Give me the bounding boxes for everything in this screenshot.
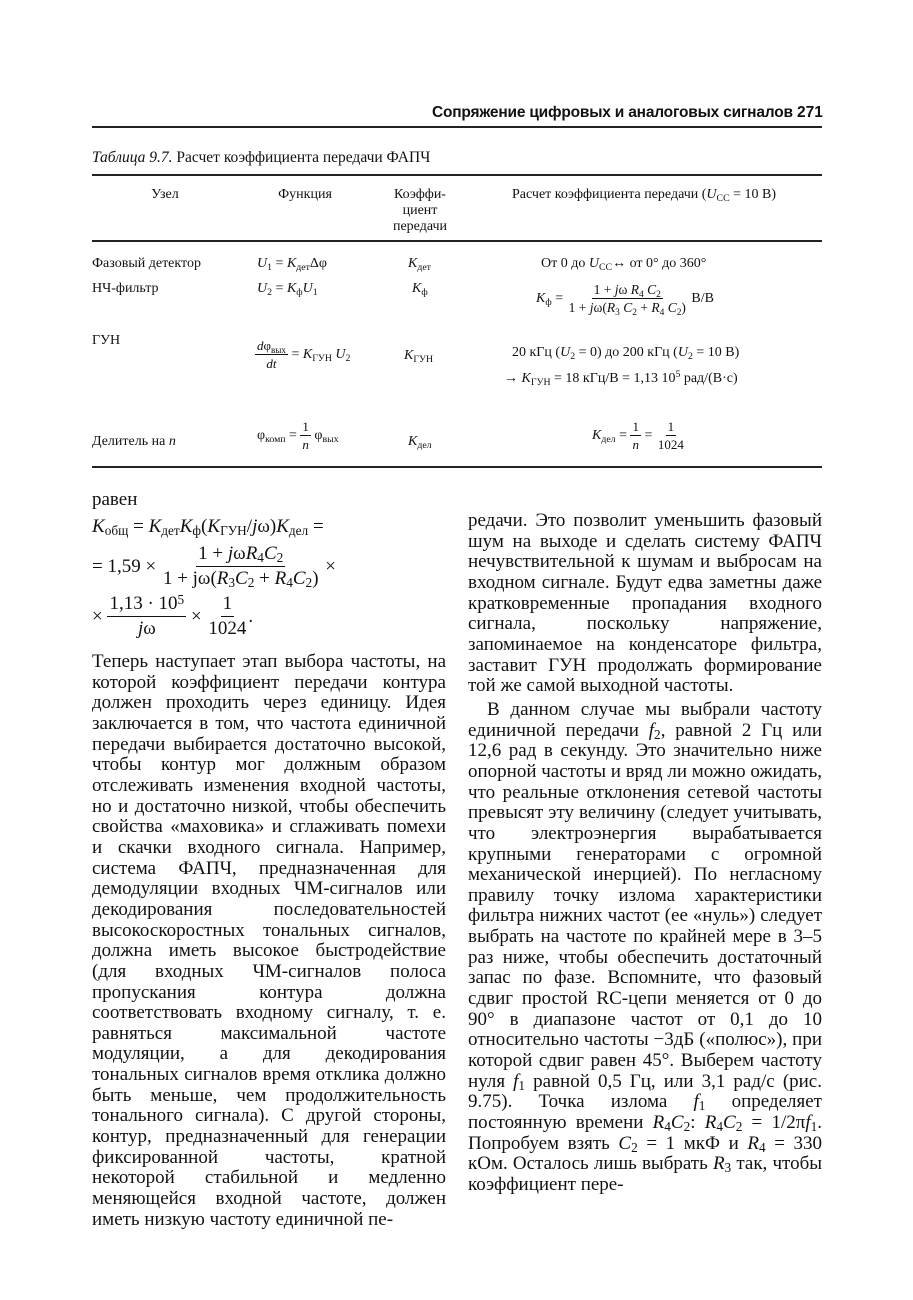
col-header-coefficient: Коэффи- циент передачи — [392, 187, 448, 234]
equation-line3: × $\frac{1,13 \cdot 10^5}{j\omega}$ × $\frac{1}{1024}$ . — [92, 592, 254, 639]
row-calc-vco-line2: → $K_{ГУН} = 18$ кГц/В = 1,13 $10^5$ рад/(В·с) — [504, 369, 738, 388]
right-paragraph-1: редачи. Это позволит уменьшить фазовый шум на выходе и сделать систему ФАПЧ нечувствительной к шумам и выбросам на входном сигнале. Будут едва заметны даже кратковременные пропадания входного сигнала, поскольку напряжение, запоминаемое на конденсаторе фильтра, заставит ГУН продолжать формирование той же самой выходной частоты. — [468, 510, 822, 697]
row-coef-lp-filter: $K_ф$ — [412, 281, 428, 298]
equation-line1: $K_{общ} = K_{дет}K_ф(K_{ГУН}/j\omega)K_{дел}$ = — [92, 516, 324, 538]
right-column — [468, 511, 822, 1196]
row-calc-phase-detector: От 0 до $U_{CC}\leftrightarrow$ от 0° до 360° — [541, 256, 707, 273]
col-header-function: Функция — [278, 187, 332, 202]
row-node-phase-detector: Фазовый детектор — [92, 256, 201, 271]
table-bottom-rule — [92, 466, 822, 468]
table-top-rule — [92, 174, 822, 176]
running-header-title: Сопряжение цифровых и аналоговых сигналов — [432, 104, 793, 121]
equation-line2: = 1,59 × $\frac{1 + j\omega R_4C_2}{1 + j\omega(R_3C_2 + R_4C_2)}$ × — [92, 543, 336, 590]
row-function-vco: $\frac{d\varphi_{вых}}{dt}$ = $K_{ГУН}$ $U_2$ — [257, 338, 351, 371]
row-calc-vco-line1: 20 кГц $(U_2 = 0)$ до 200 кГц ($U_2 = 10$ В) — [512, 345, 740, 362]
row-node-lp-filter: НЧ-фильтр — [92, 281, 159, 296]
row-function-phase-detector: $U_1 = K_{дет}\Delta\varphi$ — [257, 256, 327, 273]
row-calc-divider: $K_{дел}$ = $\frac{1}{n}$ = $\frac{1}{1024}$ — [592, 419, 684, 452]
left-intro: равен — [92, 489, 138, 510]
row-function-lp-filter: $U_2 = K_фU_1$ — [257, 281, 318, 298]
row-node-divider: Делитель на n — [92, 434, 176, 449]
right-paragraph-2: В данном случае мы выбрали частоту единичной передачи $f_2$, равной 2 Гц или 12,6 рад в секунду. Это значительно ниже опорной частоты и вряд ли можно ожидать, что реальные отклонения сетевой частоты превысят эту величину (следует учитывать, что электроэнергия вырабатывается крупными генераторами с огромной механической инерцией). По негласному правилу точку излома характеристики фильтра нижних частот (ее «нуль») следует выбрать на частоте по крайней мере в 3–5 раз ниже, чтобы обеспечить достаточный запас по фазе. Вспомните, что фазовый сдвиг простой RC-цепи меняется от 0 до 90° в диапазоне частот от 0,1 до 10 относительно частоты −3дБ («полюс»), при которой сдвиг равен 45°. Выберем частоту нуля $f_1$ равной 0,5 Гц, или 3,1 рад/с (рис. 9.75). Точка излома $f_1$ определяет постоянную времени $R_4C_2$: $R_4C_2 = 1/2\pi f_1$. Попробуем взять $C_2 = 1$ мкФ и $R_4 = 330$ кОм. Осталось лишь выбрать $R_3$ так, чтобы коэффициент пере- — [468, 698, 823, 1195]
table-caption-label: Таблица 9.7. — [92, 149, 173, 166]
row-function-divider: $\varphi_{комп}$ = $\frac{1}{n}$ $\varphi_{вых}$ — [257, 419, 339, 452]
table-caption — [92, 149, 430, 167]
col-header-calculation: Расчет коэффициента передачи ($U_{CC} = 10$ В) — [511, 187, 777, 204]
table-caption-text: Расчет коэффициента передачи ФАПЧ — [172, 149, 431, 166]
col-header-node: Узел — [151, 187, 179, 202]
page-number: 271 — [797, 104, 823, 121]
row-coef-divider: $K_{дел}$ — [408, 434, 432, 451]
left-paragraph: Теперь наступает этап выбора частоты, на которой коэффициент передачи контура должен проходить через единицу. Идея заключается в том, что частота единичной передачи выбирается достаточно высокой, чтобы контур мог должным образом отслеживать изменения входной частоты, но и достаточно низкой, чтобы обеспечить свойства «маховика» и сглаживать помехи и скачки входного сигнала. Например, система ФАПЧ, предназначенная для демодуляции входных ЧМ-сигналов или декодирования последовательностей высокоскоростных тональных сигналов, должна иметь высокое быстродействие (для входных ЧМ-сигналов полоса пропускания контура должна соответствовать входному сигналу, т. е. равняться максимальной частоте модуляции, а для декодирования тональных сигналов время отклика должно быть меньше, чем продолжительность тонального сигнала). С другой стороны, контур, предназначенный для генерации фиксированной частоты, кратной некоторой стабильной и медленно меняющейся входной частоте, должен иметь низкую частоту единичной пе- — [92, 651, 446, 1230]
row-coef-phase-detector: $K_{дет}$ — [408, 256, 431, 273]
left-column — [92, 652, 446, 1230]
row-node-vco: ГУН — [92, 333, 121, 348]
table-header-rule — [92, 240, 822, 242]
row-coef-vco: $K_{ГУН}$ — [404, 348, 434, 365]
header-rule — [92, 126, 822, 128]
row-calc-lp-filter: $K_ф$ = $\frac{1 + j\omega R_4 C_2}{1 + j\omega(R_3 C_2 + R_4 C_2)}$ В/В — [536, 282, 714, 318]
